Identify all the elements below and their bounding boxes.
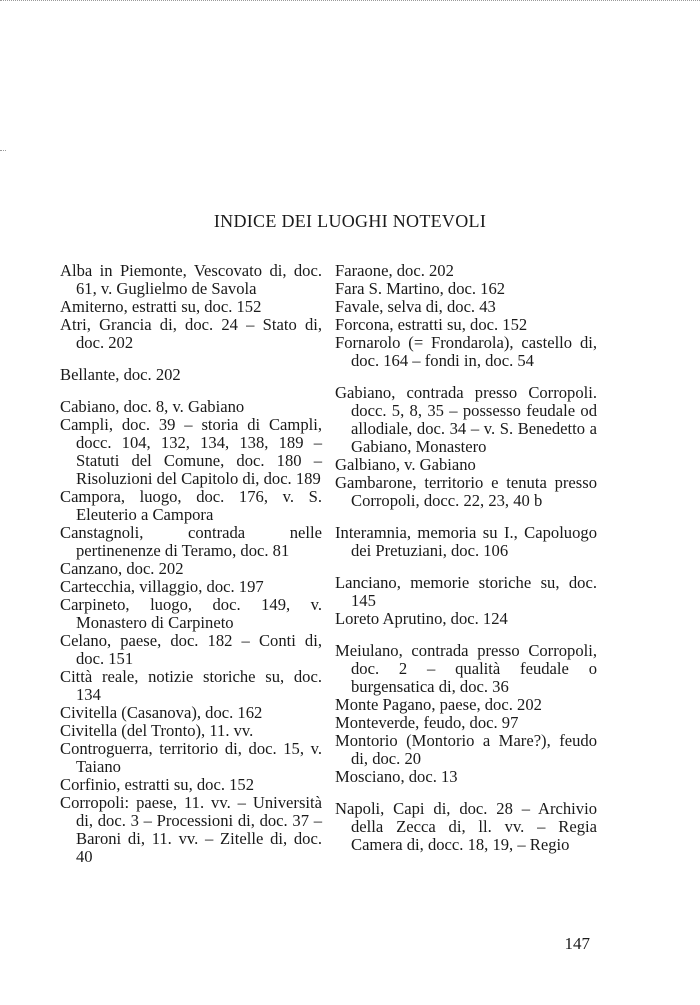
left-index-column — [60, 262, 322, 866]
scan-top-edge — [0, 0, 700, 3]
index-entry: Alba in Piemonte, Vescovato di, doc. 61, v. Guglielmo de Savola — [60, 261, 322, 298]
right-index-column — [335, 262, 597, 854]
index-entry: Fornarolo (= Frondarola), castello di, doc. 164 – fondi in, doc. 54 — [335, 333, 597, 370]
index-entry: Controguerra, territorio di, doc. 15, v. Taiano — [60, 739, 322, 776]
index-entry: Canzano, doc. 202 — [60, 559, 184, 578]
index-entry: Fara S. Martino, doc. 162 — [335, 279, 506, 298]
scan-margin-mark — [0, 150, 6, 151]
index-entry: Bellante, doc. 202 — [60, 365, 181, 384]
index-entry: Campli, doc. 39 – storia di Campli, docc. 104, 132, 134, 138, 189 – Statuti del Comune, doc. 180 – Risoluzioni del Capitolo di, doc. 189 — [60, 415, 322, 488]
index-entry: Corfinio, estratti su, doc. 152 — [60, 775, 255, 794]
index-entry: Napoli, Capi di, doc. 28 – Archivio della Zecca di, ll. vv. – Regia Camera di, docc. 18, 19, – Regio — [335, 799, 597, 854]
index-entry: Città reale, notizie storiche su, doc. 134 — [60, 667, 322, 704]
index-entry: Amiterno, estratti su, doc. 152 — [60, 297, 262, 316]
index-entry: Forcona, estratti su, doc. 152 — [335, 315, 528, 334]
index-entry: Montorio (Montorio a Mare?), feudo di, doc. 20 — [335, 731, 597, 768]
page-title: INDICE DEI LUOGHI NOTEVOLI — [213, 211, 487, 231]
index-entry: Atri, Grancia di, doc. 24 – Stato di, doc. 202 — [60, 315, 322, 352]
index-entry: Cartecchia, villaggio, doc. 197 — [60, 577, 264, 596]
index-entry: Gabiano, contrada presso Corropoli. docc. 5, 8, 35 – possesso feudale od allodiale, doc. 34 – v. S. Benedetto a Gabiano, Monastero — [335, 383, 597, 456]
index-entry: Celano, paese, doc. 182 – Conti di, doc. 151 — [60, 631, 322, 668]
index-entry: Civitella (Casanova), doc. 162 — [60, 703, 263, 722]
index-entry: Canstagnoli, contrada nelle pertinenenze di Teramo, doc. 81 — [60, 523, 322, 560]
index-entry: Carpineto, luogo, doc. 149, v. Monastero di Carpineto — [60, 595, 322, 632]
index-entry: Faraone, doc. 202 — [335, 261, 454, 280]
index-entry: Cabiano, doc. 8, v. Gabiano — [60, 397, 245, 416]
page-number: 147 — [564, 934, 590, 953]
index-entry: Gambarone, territorio e tenuta presso Corropoli, docc. 22, 23, 40 b — [335, 473, 597, 510]
index-entry: Lanciano, memorie storiche su, doc. 145 — [335, 573, 597, 610]
index-entry: Monteverde, feudo, doc. 97 — [335, 713, 519, 732]
index-entry: Campora, luogo, doc. 176, v. S. Eleuterio a Campora — [60, 487, 322, 524]
index-entry: Monte Pagano, paese, doc. 202 — [335, 695, 542, 714]
index-entry: Mosciano, doc. 13 — [335, 767, 458, 786]
index-entry: Loreto Aprutino, doc. 124 — [335, 609, 508, 628]
index-entry: Corropoli: paese, 11. vv. – Università di, doc. 3 – Processioni di, doc. 37 – Baroni di, 11. vv. – Zitelle di, doc. 40 — [60, 793, 322, 866]
index-entry: Favale, selva di, doc. 43 — [335, 297, 496, 316]
index-entry: Interamnia, memoria su I., Capoluogo dei Pretuziani, doc. 106 — [335, 523, 597, 560]
index-entry: Meiulano, contrada presso Corropoli, doc. 2 – qualità feudale o burgensatica di, doc. 36 — [335, 641, 597, 696]
index-entry: Galbiano, v. Gabiano — [335, 455, 476, 474]
index-entry: Civitella (del Tronto), 11. vv. — [60, 721, 254, 740]
